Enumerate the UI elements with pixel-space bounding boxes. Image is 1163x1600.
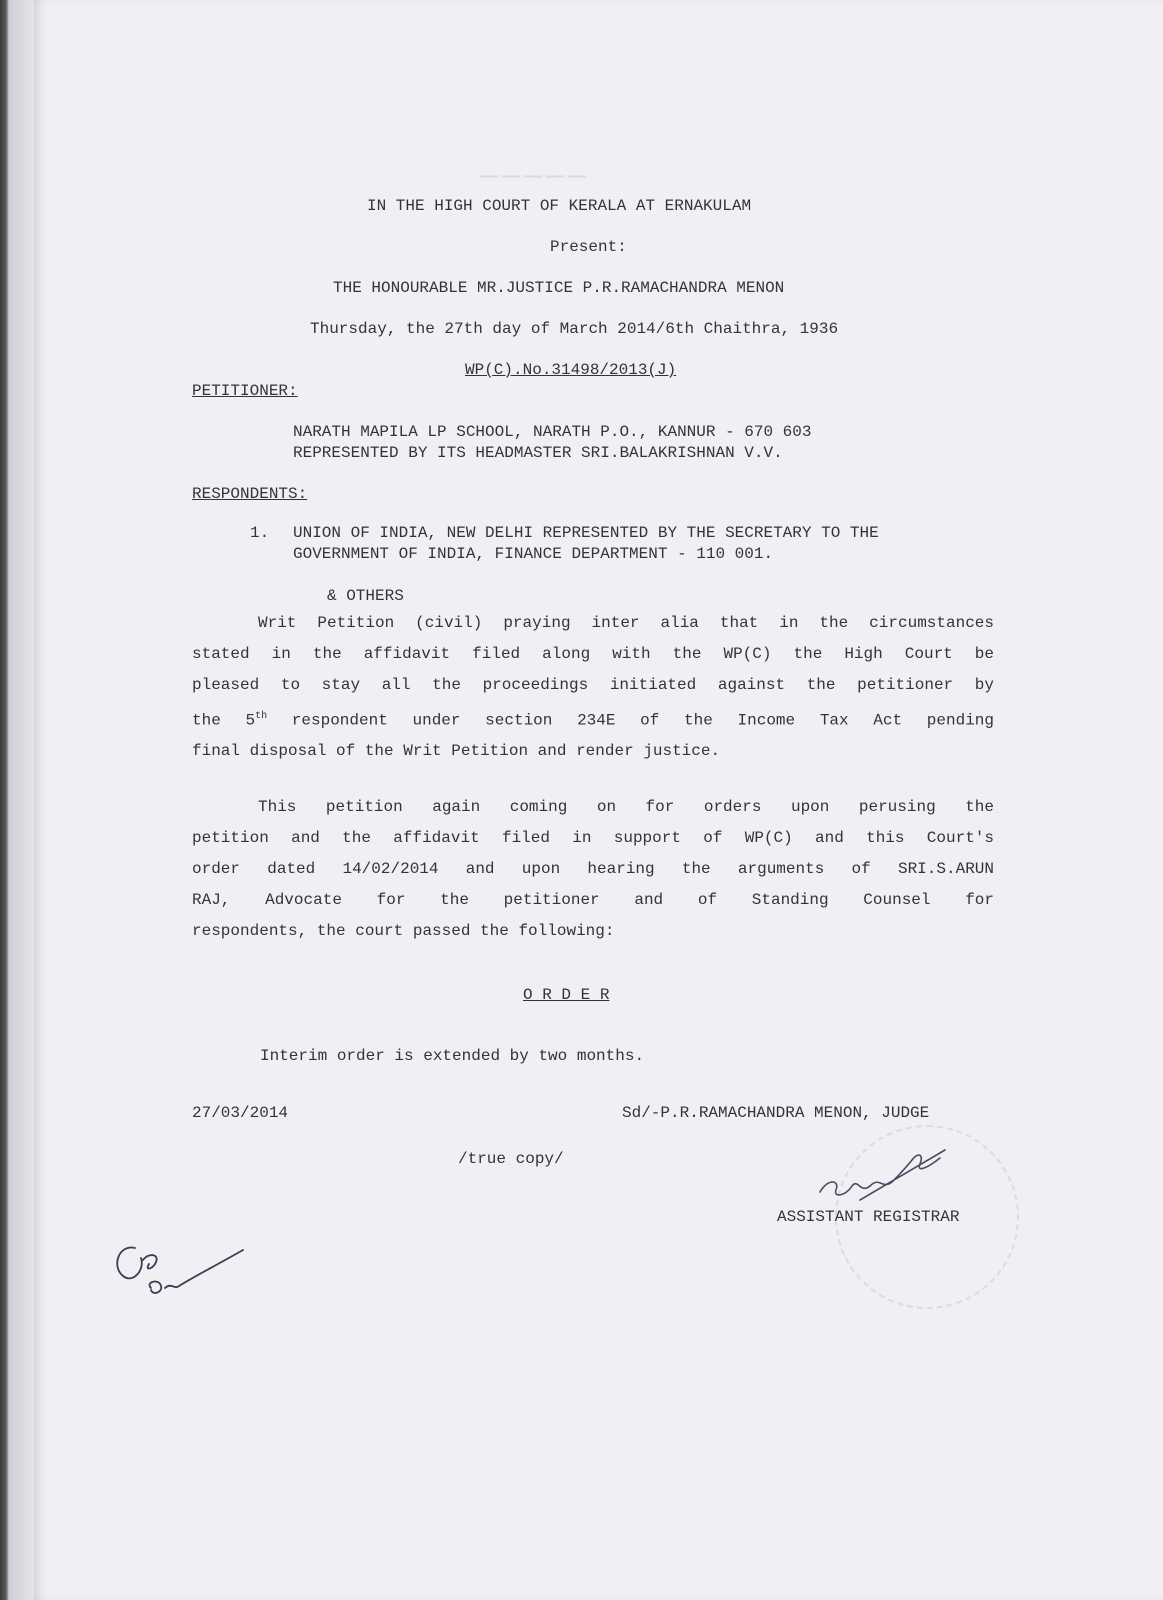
respondent-line-2: GOVERNMENT OF INDIA, FINANCE DEPARTMENT - 110 001. bbox=[293, 545, 774, 563]
date-line: Thursday, the 27th day of March 2014/6th Chaithra, 1936 bbox=[310, 320, 839, 338]
court-heading: IN THE HIGH COURT OF KERALA AT ERNAKULAM bbox=[367, 197, 752, 215]
order-date: 27/03/2014 bbox=[192, 1104, 289, 1122]
prayer-line-3: pleased to stay all the proceedings initiated against the petitioner by bbox=[192, 676, 994, 694]
order-heading: O R D E R bbox=[523, 986, 610, 1004]
respondents-label: RESPONDENTS: bbox=[192, 485, 308, 503]
prayer-line-1: Writ Petition (civil) praying inter alia that in the circumstances bbox=[258, 614, 994, 632]
prayer-line-2: stated in the affidavit filed along with the WP(C) the High Court be bbox=[192, 645, 994, 663]
order-text: Interim order is extended by two months. bbox=[260, 1047, 645, 1065]
others-label: & OTHERS bbox=[327, 587, 404, 605]
case-number: WP(C).No.31498/2013(J) bbox=[465, 361, 677, 379]
scanner-edge bbox=[0, 0, 34, 1600]
present-label: Present: bbox=[550, 238, 627, 256]
prayer-paragraph bbox=[192, 608, 994, 767]
petitioner-label: PETITIONER: bbox=[192, 382, 298, 400]
respondent-line-1: UNION OF INDIA, NEW DELHI REPRESENTED BY THE SECRETARY TO THE bbox=[293, 524, 879, 542]
hearing-line-2: petition and the affidavit filed in support of WP(C) and this Court's bbox=[192, 829, 994, 847]
petitioner-line-2: REPRESENTED BY ITS HEADMASTER SRI.BALAKRISHNAN V.V. bbox=[293, 444, 783, 462]
judge-line: THE HONOURABLE MR.JUSTICE P.R.RAMACHANDRA MENON bbox=[333, 279, 785, 297]
hearing-line-5: respondents, the court passed the following: bbox=[192, 922, 615, 940]
prayer-line-4 bbox=[192, 701, 994, 736]
judge-signature-text: Sd/-P.R.RAMACHANDRA MENON, JUDGE bbox=[622, 1104, 930, 1122]
respondent-number: 1. bbox=[250, 524, 270, 542]
prayer-line-4b: respondent under section 234E of the Income Tax Act pending bbox=[267, 711, 994, 730]
petitioner-line-1: NARATH MAPILA LP SCHOOL, NARATH P.O., KANNUR - 670 603 bbox=[293, 423, 812, 441]
handwritten-initials bbox=[105, 1230, 255, 1320]
bleed-through-mark: ————— bbox=[480, 160, 591, 194]
true-copy-label: /true copy/ bbox=[458, 1150, 564, 1168]
hearing-line-4: RAJ, Advocate for the petitioner and of Standing Counsel for bbox=[192, 891, 994, 909]
hearing-line-1: This petition again coming on for orders upon perusing the bbox=[258, 798, 994, 816]
ordinal-suffix: th bbox=[255, 711, 268, 722]
prayer-line-4a: the 5 bbox=[192, 711, 256, 730]
registrar-designation: ASSISTANT REGISTRAR bbox=[777, 1208, 960, 1226]
registrar-signature bbox=[800, 1130, 960, 1210]
prayer-line-5: final disposal of the Writ Petition and render justice. bbox=[192, 742, 721, 761]
hearing-line-3: order dated 14/02/2014 and upon hearing the arguments of SRI.S.ARUN bbox=[192, 860, 994, 878]
hearing-paragraph bbox=[192, 792, 994, 947]
